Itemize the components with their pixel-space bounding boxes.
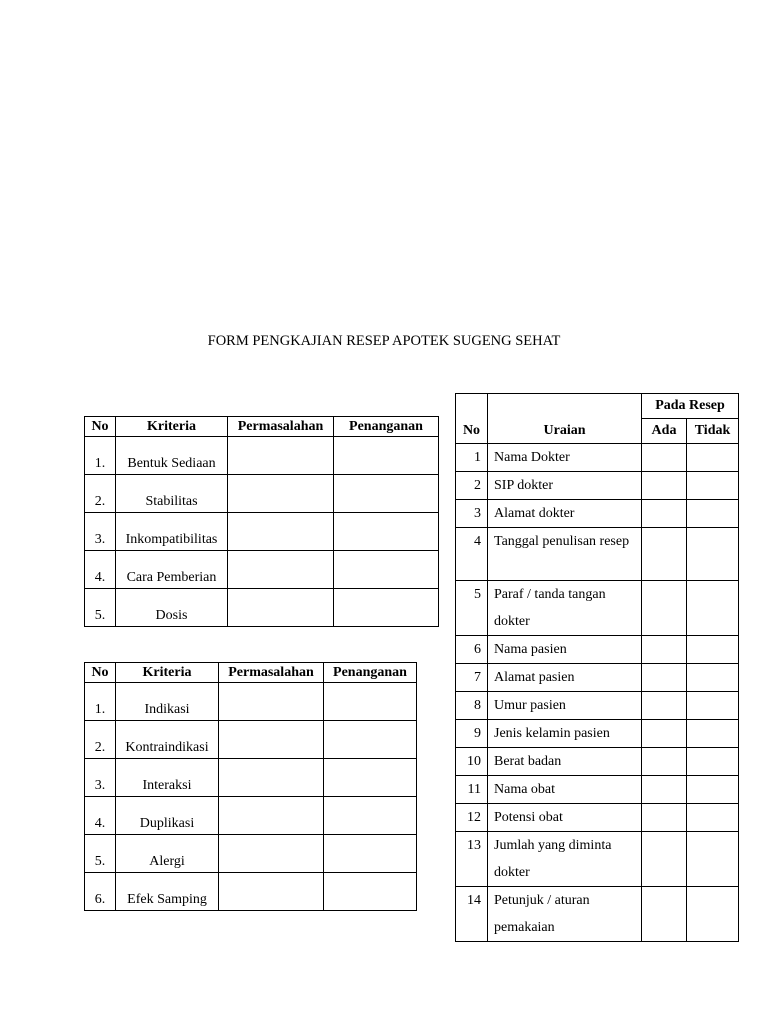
- table-row: [85, 475, 439, 513]
- row-no: 1.: [85, 437, 116, 475]
- ada-cell[interactable]: [642, 804, 687, 832]
- penanganan-cell[interactable]: [324, 835, 417, 873]
- tidak-cell[interactable]: [687, 776, 739, 804]
- table-row: [456, 720, 739, 748]
- row-uraian: Potensi obat: [488, 804, 642, 832]
- row-no: 9: [456, 720, 488, 748]
- permasalahan-cell[interactable]: [228, 513, 334, 551]
- penanganan-cell[interactable]: [324, 797, 417, 835]
- tidak-cell[interactable]: [687, 804, 739, 832]
- row-kriteria: Dosis: [116, 589, 228, 627]
- tidak-cell[interactable]: [687, 664, 739, 692]
- penanganan-cell[interactable]: [324, 759, 417, 797]
- prescription-checklist-table: [455, 393, 739, 942]
- row-no: 6.: [85, 873, 116, 911]
- row-kriteria: Cara Pemberian: [116, 551, 228, 589]
- tidak-cell[interactable]: [687, 528, 739, 581]
- row-kriteria: Kontraindikasi: [116, 721, 219, 759]
- row-kriteria: Alergi: [116, 835, 219, 873]
- row-kriteria: Bentuk Sediaan: [116, 437, 228, 475]
- table-row: [85, 835, 417, 873]
- row-uraian: Jumlah yang diminta dokter: [488, 832, 642, 887]
- row-kriteria: Stabilitas: [116, 475, 228, 513]
- ada-cell[interactable]: [642, 664, 687, 692]
- header-kriteria: Kriteria: [116, 417, 228, 437]
- row-uraian: Nama obat: [488, 776, 642, 804]
- row-no: 2.: [85, 721, 116, 759]
- tidak-cell[interactable]: [687, 748, 739, 776]
- permasalahan-cell[interactable]: [219, 873, 324, 911]
- row-no: 5: [456, 581, 488, 636]
- row-uraian: Paraf / tanda tangan dokter: [488, 581, 642, 636]
- row-no: 7: [456, 664, 488, 692]
- row-uraian: Nama pasien: [488, 636, 642, 664]
- row-uraian: Alamat dokter: [488, 500, 642, 528]
- table-row: [456, 664, 739, 692]
- header-uraian: Uraian: [488, 394, 642, 444]
- row-no: 13: [456, 832, 488, 887]
- row-no: 4.: [85, 551, 116, 589]
- table-row: [456, 832, 739, 887]
- row-no: 8: [456, 692, 488, 720]
- penanganan-cell[interactable]: [324, 721, 417, 759]
- tidak-cell[interactable]: [687, 832, 739, 887]
- row-no: 14: [456, 887, 488, 942]
- row-uraian: Jenis kelamin pasien: [488, 720, 642, 748]
- row-no: 4.: [85, 797, 116, 835]
- row-uraian: Umur pasien: [488, 692, 642, 720]
- ada-cell[interactable]: [642, 776, 687, 804]
- row-no: 5.: [85, 589, 116, 627]
- row-kriteria: Indikasi: [116, 683, 219, 721]
- row-kriteria: Interaksi: [116, 759, 219, 797]
- row-no: 1: [456, 444, 488, 472]
- row-kriteria: Duplikasi: [116, 797, 219, 835]
- criteria-table-1: [84, 416, 439, 627]
- row-uraian: SIP dokter: [488, 472, 642, 500]
- row-uraian: Tanggal penulisan resep: [488, 528, 642, 581]
- table-row: [456, 804, 739, 832]
- row-no: 3.: [85, 513, 116, 551]
- permasalahan-cell[interactable]: [219, 721, 324, 759]
- page-title: FORM PENGKAJIAN RESEP APOTEK SUGENG SEHAT: [207, 333, 561, 349]
- table-row: [456, 444, 739, 472]
- ada-cell[interactable]: [642, 528, 687, 581]
- header-tidak: Tidak: [687, 419, 739, 444]
- table-row: [85, 797, 417, 835]
- penanganan-cell[interactable]: [334, 437, 439, 475]
- table-row: [85, 551, 439, 589]
- row-kriteria: Inkompatibilitas: [116, 513, 228, 551]
- penanganan-cell[interactable]: [324, 683, 417, 721]
- tidak-cell[interactable]: [687, 692, 739, 720]
- table-row: [85, 437, 439, 475]
- header-no: No: [85, 417, 116, 437]
- permasalahan-cell[interactable]: [219, 759, 324, 797]
- ada-cell[interactable]: [642, 500, 687, 528]
- penanganan-cell[interactable]: [334, 475, 439, 513]
- row-no: 12: [456, 804, 488, 832]
- header-kriteria: Kriteria: [116, 663, 219, 683]
- header-ada: Ada: [642, 419, 687, 444]
- ada-cell[interactable]: [642, 472, 687, 500]
- ada-cell[interactable]: [642, 636, 687, 664]
- table-row: [85, 589, 439, 627]
- permasalahan-cell[interactable]: [228, 551, 334, 589]
- ada-cell[interactable]: [642, 720, 687, 748]
- criteria-table-2: [84, 662, 417, 911]
- header-no: No: [456, 394, 488, 444]
- permasalahan-cell[interactable]: [219, 797, 324, 835]
- ada-cell[interactable]: [642, 692, 687, 720]
- ada-cell[interactable]: [642, 748, 687, 776]
- ada-cell[interactable]: [642, 832, 687, 887]
- permasalahan-cell[interactable]: [228, 437, 334, 475]
- row-uraian: Nama Dokter: [488, 444, 642, 472]
- row-no: 1.: [85, 683, 116, 721]
- table-row: [85, 721, 417, 759]
- penanganan-cell[interactable]: [334, 551, 439, 589]
- row-no: 2: [456, 472, 488, 500]
- header-penanganan: Penanganan: [324, 663, 417, 683]
- tidak-cell[interactable]: [687, 444, 739, 472]
- row-no: 2.: [85, 475, 116, 513]
- permasalahan-cell[interactable]: [228, 475, 334, 513]
- row-no: 3.: [85, 759, 116, 797]
- tidak-cell[interactable]: [687, 581, 739, 636]
- table-row: [456, 887, 739, 942]
- row-no: 3: [456, 500, 488, 528]
- penanganan-cell[interactable]: [334, 513, 439, 551]
- tidak-cell[interactable]: [687, 500, 739, 528]
- table-row: [85, 873, 417, 911]
- header-permasalahan: Permasalahan: [219, 663, 324, 683]
- table-row: [85, 513, 439, 551]
- ada-cell[interactable]: [642, 581, 687, 636]
- permasalahan-cell[interactable]: [219, 683, 324, 721]
- table-header-row: [456, 394, 739, 419]
- table-row: [456, 692, 739, 720]
- table-header-row: [85, 663, 417, 683]
- header-no: No: [85, 663, 116, 683]
- row-no: 4: [456, 528, 488, 581]
- table-row: [456, 581, 739, 636]
- permasalahan-cell[interactable]: [228, 589, 334, 627]
- ada-cell[interactable]: [642, 887, 687, 942]
- tidak-cell[interactable]: [687, 636, 739, 664]
- table-row: [456, 528, 739, 581]
- table-row: [456, 500, 739, 528]
- table-row: [85, 683, 417, 721]
- tidak-cell[interactable]: [687, 720, 739, 748]
- table-row: [456, 636, 739, 664]
- row-uraian: Petunjuk / aturan pemakaian: [488, 887, 642, 942]
- header-penanganan: Penanganan: [334, 417, 439, 437]
- row-no: 5.: [85, 835, 116, 873]
- tidak-cell[interactable]: [687, 472, 739, 500]
- table-row: [85, 759, 417, 797]
- row-no: 11: [456, 776, 488, 804]
- table-row: [456, 472, 739, 500]
- row-no: 6: [456, 636, 488, 664]
- row-no: 10: [456, 748, 488, 776]
- row-uraian: Alamat pasien: [488, 664, 642, 692]
- ada-cell[interactable]: [642, 444, 687, 472]
- permasalahan-cell[interactable]: [219, 835, 324, 873]
- tidak-cell[interactable]: [687, 887, 739, 942]
- penanganan-cell[interactable]: [334, 589, 439, 627]
- penanganan-cell[interactable]: [324, 873, 417, 911]
- table-row: [456, 748, 739, 776]
- row-kriteria: Efek Samping: [116, 873, 219, 911]
- table-header-row: [85, 417, 439, 437]
- header-permasalahan: Permasalahan: [228, 417, 334, 437]
- header-pada-resep: Pada Resep: [642, 394, 739, 419]
- table-row: [456, 776, 739, 804]
- row-uraian: Berat badan: [488, 748, 642, 776]
